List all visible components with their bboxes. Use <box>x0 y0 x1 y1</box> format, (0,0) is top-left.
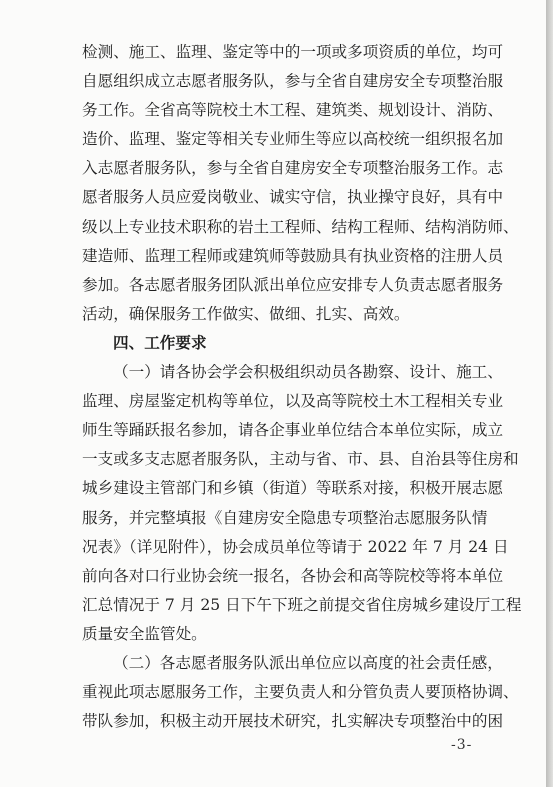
text-line: 自愿组织成立志愿者服务队，参与全省自建房安全专项整治服 <box>82 72 504 91</box>
page-number: -3- <box>451 737 473 753</box>
text-line: （一）请各协会学会积极组织动员各勘察、设计、施工、 <box>113 363 503 382</box>
text-line: 检测、施工、监理、鉴定等中的一项或多项资质的单位，均可 <box>82 43 504 61</box>
text-line: 城乡建设主管部门和乡镇（街道）等联系对接，积极开展志愿 <box>82 479 504 498</box>
text-line: 师生等踊跃报名参加，请各企事业单位结合本单位实际，成立 <box>82 421 504 440</box>
text-line: 服务，并完整填报《自建房安全隐患专项整治志愿服务队情 <box>82 508 488 527</box>
text-line: 建造师、监理工程师或建筑师等鼓励具有执业资格的注册人员 <box>82 246 504 265</box>
text-line: 级以上专业技术职称的岩土工程师、结构工程师、结构消防师、 <box>82 217 519 236</box>
body-text <box>82 38 522 736</box>
text-line: 一支或多支志愿者服务队，主动与省、市、县、自治县等住房和 <box>82 450 519 469</box>
text-line: 造价、监理、鉴定等相关专业师生等应以高校统一组织报名加 <box>82 130 504 149</box>
text-line: （二）各志愿者服务队派出单位应以高度的社会责任感， <box>113 653 503 672</box>
text-line: 愿者服务人员应爱岗敬业、诚实守信，执业操守良好，具有中 <box>82 188 504 207</box>
text-line: 活动，确保服务工作做实、做细、扎实、高效。 <box>82 304 410 323</box>
page-edge <box>546 0 553 787</box>
text-line: 重视此项志愿服务工作，主要负责人和分管负责人要顶格协调、 <box>82 683 519 702</box>
text-line: 带队参加，积极主动开展技术研究，扎实解决专项整治中的困 <box>82 712 504 731</box>
text-line: 汇总情况于 7 月 25 日下午下班之前提交省住房城乡建设厅工程 <box>82 595 522 614</box>
text-line: 入志愿者服务队，参与全省自建房安全专项整治服务工作。志 <box>82 159 504 178</box>
section-heading: 四、工作要求 <box>113 333 207 352</box>
text-line: 参加。各志愿者服务团队派出单位应安排专人负责志愿者服务 <box>82 275 504 294</box>
text-line: 监理、房屋鉴定机构等单位，以及高等院校土木工程相关专业 <box>82 392 504 411</box>
text-line: 务工作。全省高等院校土木工程、建筑类、规划设计、消防、 <box>82 101 504 120</box>
text-line: 前向各对口行业协会统一报名，各协会和高等院校等将本单位 <box>82 566 504 585</box>
text-line: 质量安全监管处。 <box>82 624 207 643</box>
text-line: 况表》（详见附件），协会成员单位等请于 2022 年 7 月 24 日 <box>82 537 509 556</box>
